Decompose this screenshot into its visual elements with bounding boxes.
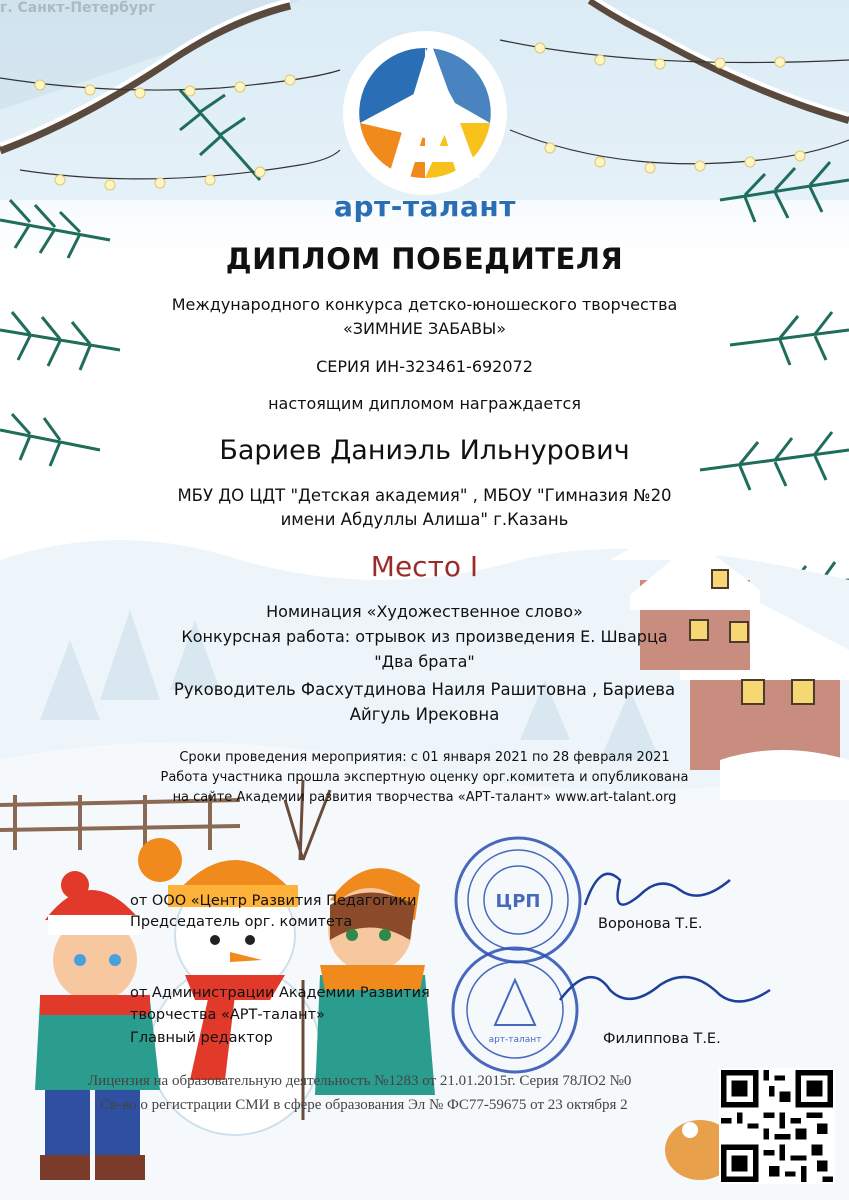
review-note-line2: на сайте Академии развития творчества «АРТ-талант» www.art-talant.org [172, 790, 677, 805]
signatory2-line3: Главный редактор [130, 1030, 273, 1046]
work-title-line2: "Два брата" [374, 652, 475, 671]
event-dates: Сроки проведения мероприятия: с 01 января 2021 по 28 февраля 2021 [179, 750, 670, 765]
art-talant-stamp [453, 948, 577, 1072]
signature-voronova [585, 874, 730, 905]
signature-filippova [560, 977, 770, 1001]
awarded-text: настоящим дипломом награждается [268, 394, 581, 413]
signatory2-name: Филиппова Т.Е. [603, 1031, 721, 1047]
media-registration: Св-во о регистрации СМИ в сфере образования Эл № ФС77-59675 от 23 октября 2 [100, 1097, 628, 1113]
diploma-title: ДИПЛОМ ПОБЕДИТЕЛЯ [225, 242, 624, 276]
signatory1-line1: от ООО «Центр Развития Педагогики [130, 893, 417, 909]
license-info: Лицензия на образовательную деятельность №1283 от 21.01.2015г. Серия 78ЛО2 №0 [88, 1073, 632, 1089]
contest-name-line1: Международного конкурса детско-юношеского творчества [171, 295, 678, 314]
signatory2-line2: творчества «АРТ-талант» [130, 1007, 325, 1023]
brand-name: арт-талант [334, 190, 516, 223]
diploma-series: СЕРИЯ ИН-323461-692072 [316, 357, 533, 376]
winner-name: Бариев Даниэль Ильнурович [219, 435, 630, 466]
svg-text:арт-талант: арт-талант [488, 1035, 542, 1045]
crp-stamp [456, 838, 580, 962]
qr-code[interactable] [719, 1068, 835, 1184]
signatory1-name: Воронова Т.Е. [598, 916, 703, 932]
nomination: Номинация «Художественное слово» [266, 602, 583, 621]
signatory2-line1: от Администрации Академии Развития [130, 985, 430, 1001]
supervisor-line1: Руководитель Фасхутдинова Наиля Рашитовна , Бариева [173, 680, 676, 699]
review-note-line1: Работа участника прошла экспертную оценку орг.комитета и опубликована [160, 770, 689, 785]
place-award: Место I [370, 550, 479, 583]
supervisor-line2: Айгуль Ирековна [349, 705, 500, 724]
contest-name-line2: «ЗИМНИЕ ЗАБАВЫ» [342, 319, 507, 338]
signatory1-line2: Председатель орг. комитета [130, 914, 353, 930]
work-title-line1: Конкурсная работа: отрывок из произведения Е. Шварца [181, 627, 668, 646]
organization-line1: МБУ ДО ЦДТ "Детская академия" , МБОУ "Гимназия №20 [177, 486, 672, 505]
svg-text:ЦРП: ЦРП [495, 891, 541, 912]
organization-line2: имени Абдуллы Алиша" г.Казань [280, 510, 569, 529]
